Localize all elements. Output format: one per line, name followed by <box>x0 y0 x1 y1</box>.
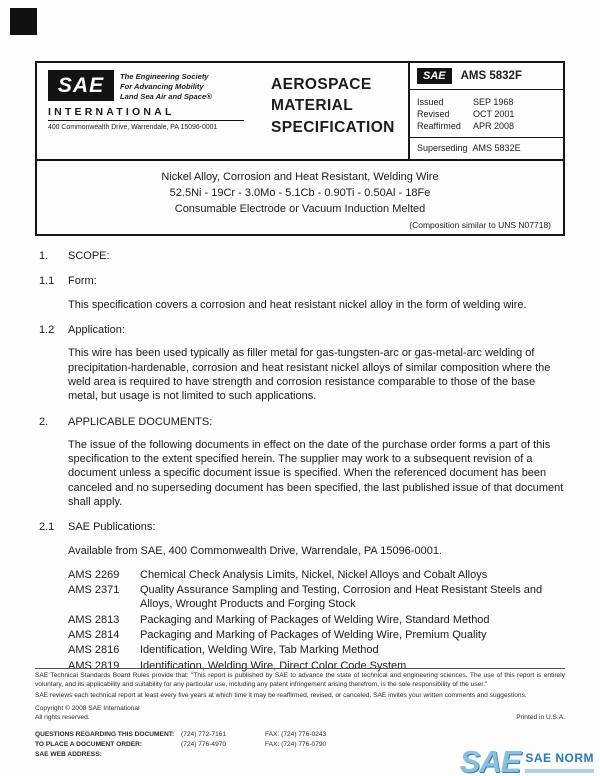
footer-notice-1: SAE Technical Standards Board Rules provide that: "This report is published by SAE to advance the state of technical and engineering sciences. The use of this report is entirely voluntary, and its applicability and suitability for any particular use, including any patent infringement arising therefrom, is the sole responsibility of the user." <box>35 672 565 688</box>
document-number-row <box>410 63 563 90</box>
section-2-paragraph: The issue of the following documents in effect on the date of the purchase order forms a part of this specification to the extent specified herein. The supplier may work to a subsequent revision of a document unless a specific document issue is specified. When the referenced document has been canceled and no superseding document has been specified, the last published issue of that document shall apply. <box>68 438 564 508</box>
contact-row <box>35 750 375 760</box>
footer-notice-2: SAE reviews each technical report at least every five years at which time it may be reaffirmed, revised, or canceled. SAE invites your written comments and suggestions. <box>35 691 527 699</box>
doc-type-line-2: MATERIAL <box>271 97 354 115</box>
section-2-1-paragraph: Available from SAE, 400 Commonwealth Drive, Warrendale, PA 15096-0001. <box>68 544 442 557</box>
document-type-title <box>257 63 408 159</box>
revised-row <box>417 109 556 119</box>
section-title: Form: <box>68 275 97 288</box>
sae-norm-wordmark <box>525 749 594 775</box>
contact-phone: (724) 772-7161 <box>181 731 227 739</box>
document-title: Quality Assurance Sampling and Testing, Corrosion and Heat Resistant Steels and Alloys, Wrought Products and Forging Stock <box>140 584 543 611</box>
tagline-line-3: Land Sea Air and Space® <box>120 91 212 101</box>
contact-row <box>35 740 375 750</box>
document-id-block <box>408 63 563 159</box>
document-title: Identification, Welding Wire, Tab Marking Method <box>140 644 379 657</box>
revised-value: OCT 2001 <box>473 109 515 119</box>
section-2-heading <box>39 415 565 429</box>
contact-label: QUESTIONS REGARDING THIS DOCUMENT: <box>35 731 175 739</box>
revised-label: Revised <box>417 109 450 119</box>
sae-norm-big-letters: SAE <box>459 744 521 776</box>
document-code: AMS 2813 <box>68 613 120 626</box>
section-1-heading <box>39 249 565 263</box>
document-code: AMS 2819 <box>68 659 120 672</box>
contact-phone <box>181 750 265 760</box>
section-number: 1.1 <box>39 275 55 288</box>
sae-norm-name: SAE NORM <box>525 751 594 765</box>
section-number: 1. <box>39 250 49 263</box>
tagline-line-1: The Engineering Society <box>120 72 209 81</box>
publisher-address: 400 Commonwealth Drive, Warrendale, PA 15096-0001 <box>48 123 218 131</box>
tagline-line-2: For Advancing Mobility <box>120 81 204 91</box>
issued-value: SEP 1968 <box>473 97 514 107</box>
document-list-item <box>68 568 565 582</box>
contact-label: SAE WEB ADDRESS: <box>35 750 102 758</box>
section-1-2-paragraph: This wire has been used typically as filler metal for gas-tungsten-arc or gas-metal-arc welding of precipitation-hardenable, corrosion and heat resistant nickel alloys of similar composition where the weld area is required to have strength and corrosion resistance comparable to those of the base metal, but usage is not limited to such applications. <box>68 347 551 403</box>
section-title: SCOPE: <box>68 250 110 263</box>
section-1-1-heading <box>39 274 565 288</box>
issued-label: Issued <box>417 97 444 107</box>
printed-in: Printed in U.S.A. <box>516 713 565 721</box>
footer-rule <box>35 668 565 701</box>
reaffirmed-row <box>417 121 556 131</box>
referenced-documents-list <box>68 568 565 673</box>
contact-fax: FAX: (724) 776-0243 <box>265 731 327 739</box>
superseding-label: Superseding <box>417 143 468 153</box>
rights-reserved: All rights reserved. <box>35 713 90 721</box>
copyright-block <box>35 705 565 723</box>
superseding-row <box>410 138 563 159</box>
contact-row <box>35 730 375 740</box>
composition-note: (Composition similar to UNS N07718) <box>409 219 551 230</box>
section-1-2-heading <box>39 323 565 337</box>
revision-dates <box>410 90 563 138</box>
document-body <box>35 236 565 673</box>
publisher-tagline <box>120 70 212 102</box>
superseding-value: AMS 5832E <box>472 143 521 153</box>
section-1-1-paragraph: This specification covers a corrosion and heat resistant nickel alloy in the form of welding wire. <box>68 298 527 311</box>
copyright-line: Copyright © 2008 SAE International <box>35 704 140 712</box>
document-number: AMS 5832F <box>460 70 522 82</box>
document-title: Packaging and Marking of Packages of Welding Wire, Standard Method <box>140 613 490 626</box>
document-title: Identification, Welding Wire, Direct Color Code System <box>140 659 407 672</box>
section-title: SAE Publications: <box>68 521 156 534</box>
section-title: APPLICABLE DOCUMENTS: <box>68 415 213 428</box>
sae-mini-logo: SAE <box>417 68 452 84</box>
document-code: AMS 2269 <box>68 568 120 581</box>
document-list-item <box>68 613 565 627</box>
section-number: 2.1 <box>39 521 55 534</box>
contact-label: TO PLACE A DOCUMENT ORDER: <box>35 741 143 748</box>
section-2-1-heading <box>39 520 565 534</box>
contact-fax <box>265 750 375 760</box>
contact-phone: (724) 776-4970 <box>181 741 227 748</box>
document-list-item <box>68 643 565 657</box>
sae-norm-bar <box>525 769 594 773</box>
doc-type-line-1: AEROSPACE <box>271 76 372 93</box>
document-title: Packaging and Marking of Packages of Welding Wire, Premium Quality <box>140 629 487 642</box>
scan-corner-mark <box>10 8 37 35</box>
spec-title-line-1: Nickel Alloy, Corrosion and Heat Resistant, Welding Wire <box>161 171 439 183</box>
sae-logo: SAE <box>48 70 114 101</box>
reaffirmed-value: APR 2008 <box>473 121 515 131</box>
spec-title-line-3: Consumable Electrode or Vacuum Induction Melted <box>174 202 426 215</box>
document-list-item <box>68 628 565 642</box>
document-code: AMS 2814 <box>68 629 120 642</box>
sae-norm-logo <box>459 744 594 776</box>
publisher-block <box>37 63 257 159</box>
contact-block <box>35 730 375 759</box>
document-header <box>35 61 565 161</box>
reaffirmed-label: Reaffirmed <box>417 121 461 131</box>
document-code: AMS 2371 <box>68 584 120 597</box>
international-label: INTERNATIONAL <box>48 106 244 121</box>
document-content <box>35 61 565 674</box>
document-code: AMS 2816 <box>68 644 120 657</box>
document-title: Chemical Check Analysis Limits, Nickel, Nickel Alloys and Cobalt Alloys <box>140 568 488 581</box>
issued-row <box>417 97 556 107</box>
section-number: 2. <box>39 415 49 428</box>
specification-title-block <box>35 161 565 236</box>
spec-title-line-2: 52.5Ni - 19Cr - 3.0Mo - 5.1Cb - 0.90Ti - 0.50Al - 18Fe <box>169 186 431 199</box>
document-list-item <box>68 583 565 612</box>
contact-fax: FAX: (724) 776-0790 <box>265 741 327 748</box>
logo-row <box>48 70 253 102</box>
section-title: Application: <box>68 324 125 337</box>
doc-type-line-3: SPECIFICATION <box>271 118 395 136</box>
section-number: 1.2 <box>39 324 55 337</box>
